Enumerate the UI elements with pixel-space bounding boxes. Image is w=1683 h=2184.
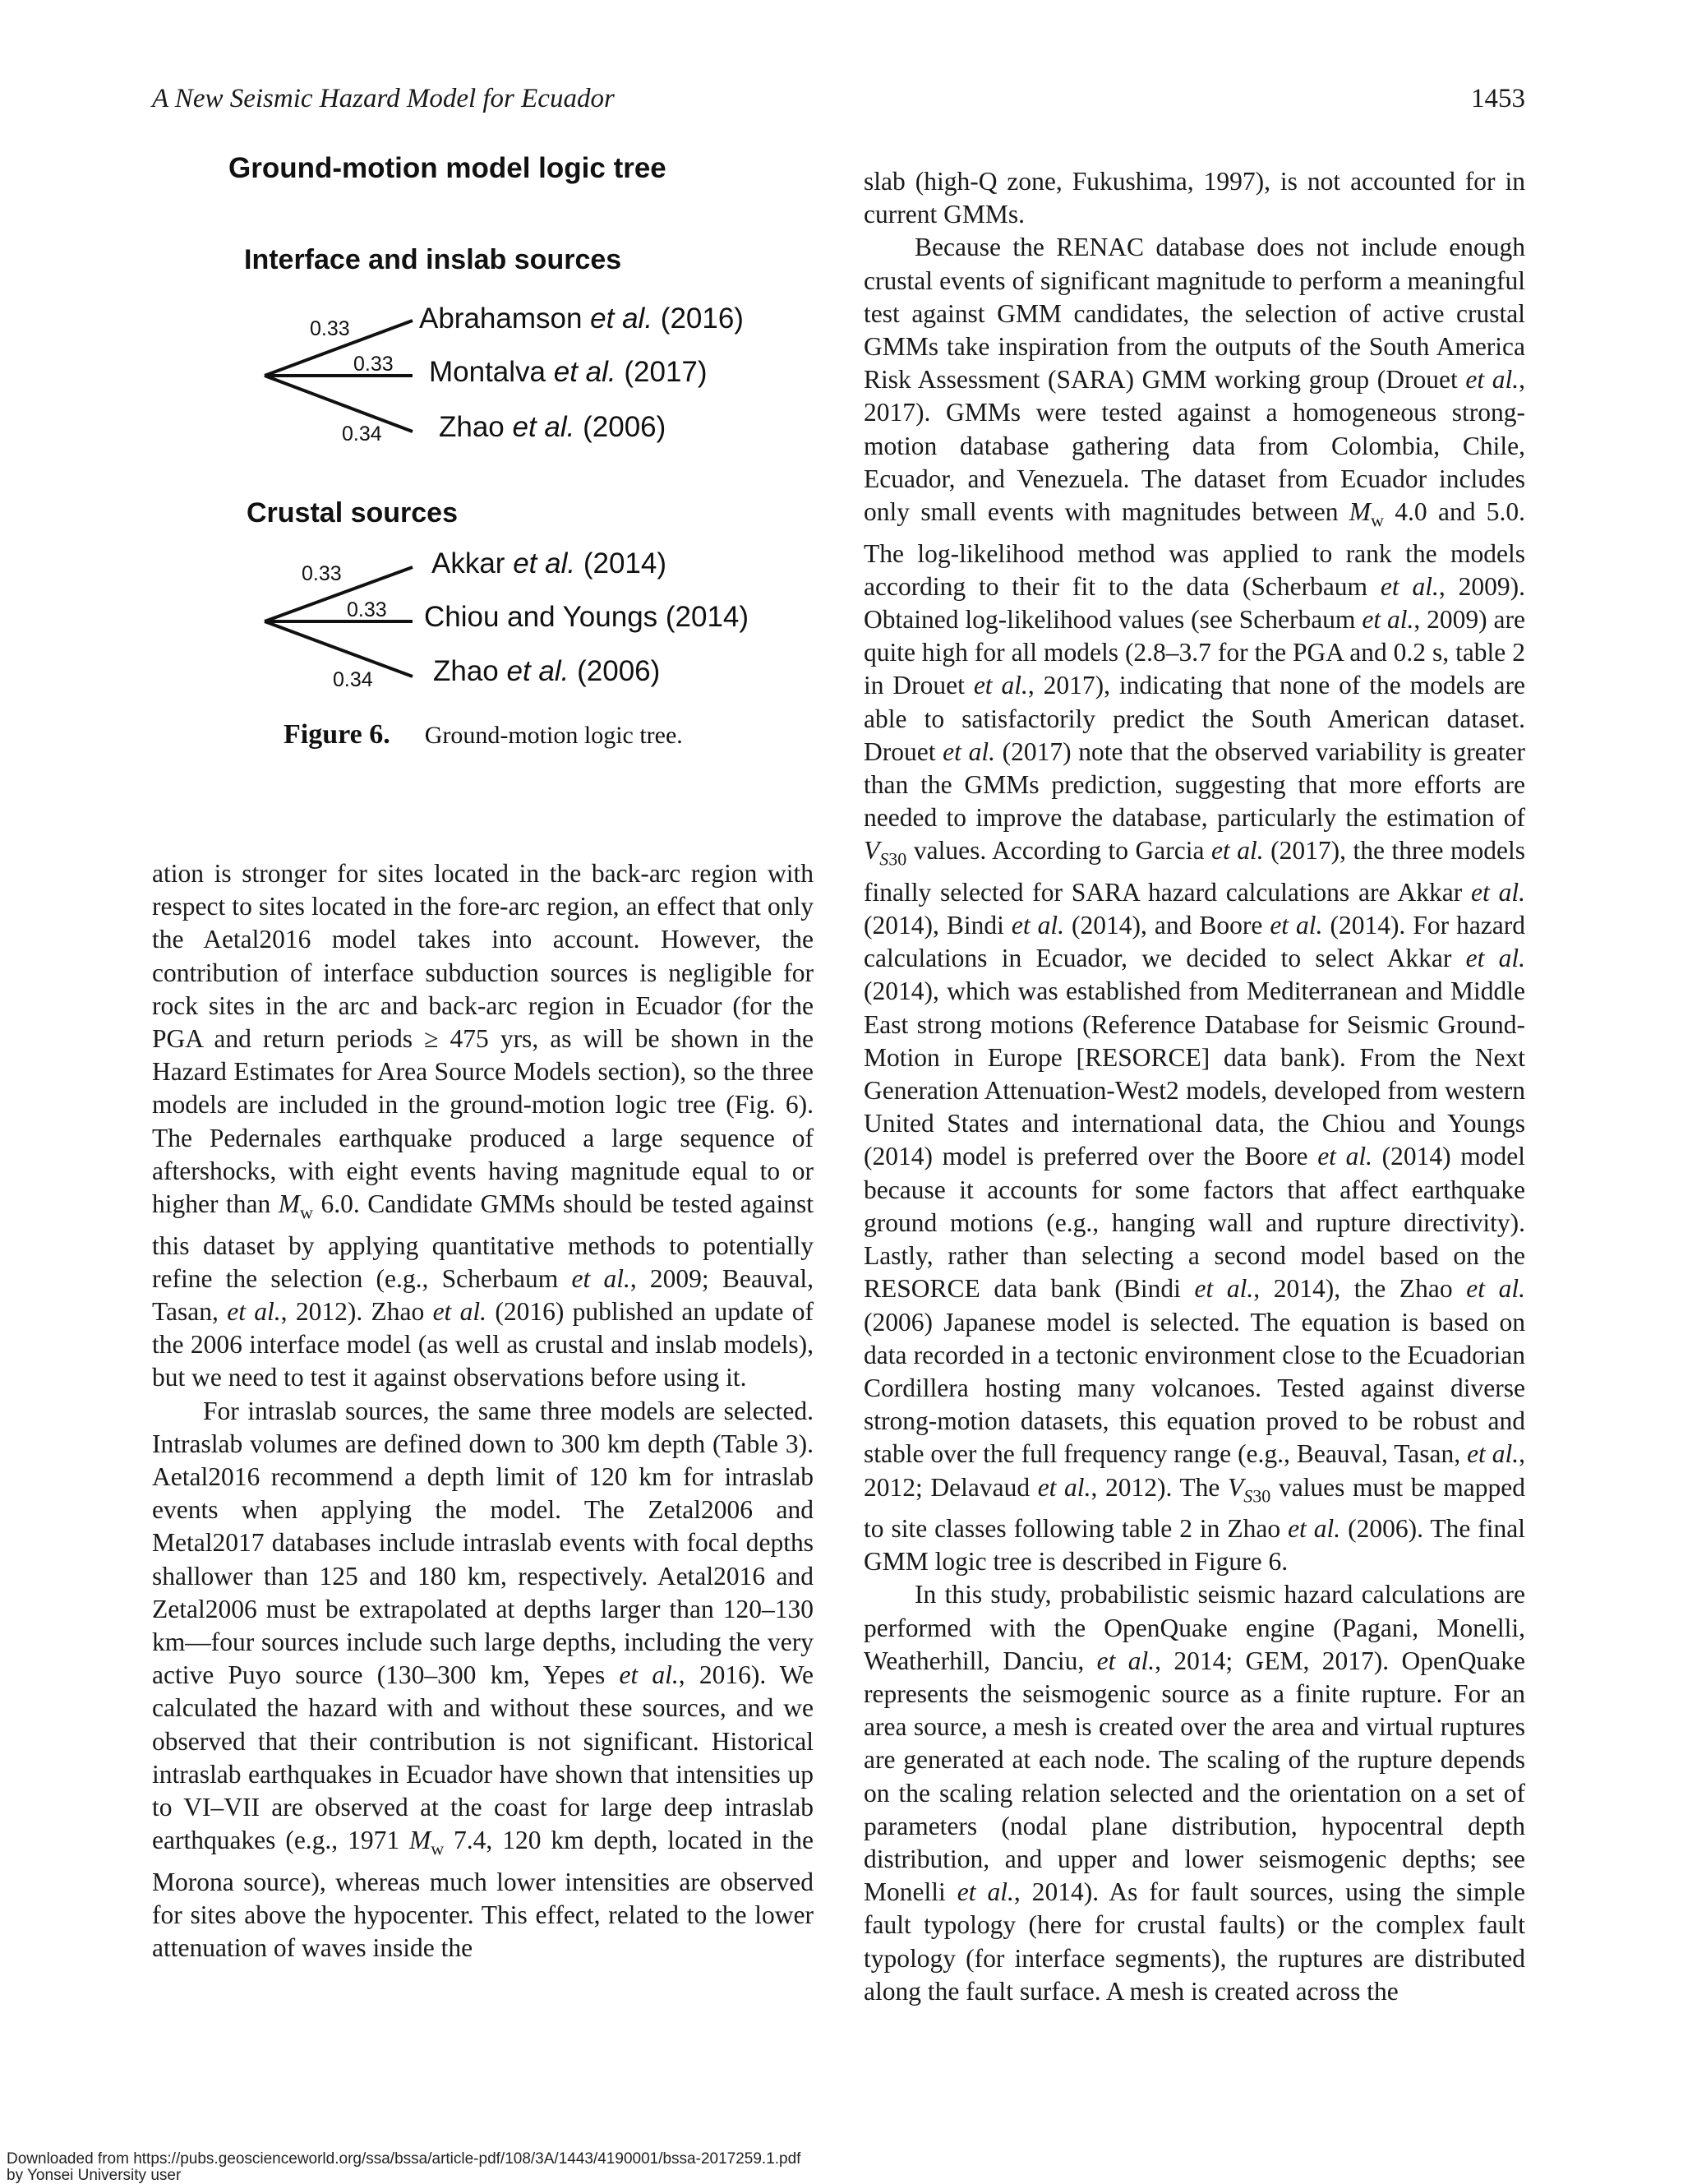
logic-tree-figure [222,152,814,760]
paragraph: slab (high-Q zone, Fukushima, 1997), is not accounted for in current GMMs. [864,167,1525,229]
figure-caption [284,719,683,750]
branch-weight: 0.34 [333,668,373,691]
footer-line: by Yonsei University user [7,2167,182,2184]
group-title-interface: Interface and inslab sources [244,244,622,275]
paragraph: Because the RENAC database does not include enough crustal events of significant magnitude to perform a meaningful test against GMM candidates, the selection of active crustal GMMs take inspiration from the outputs of the South America Risk Assessment (SARA) GMM working group (Drouet et al., 2017). GMMs were tested against a homogeneous strong-motion database gathering data from Colombia, Chile, Ecuador, and Venezuela. The dataset from Ecuador includes only small events with magnitudes between $M_w$ 4.0 and 5.0. The log-likelihood method was applied to rank the models according to their fit to the data (Scherbaum et al., 2009). Obtained log-likelihood values (see Scherbaum et al., 2009) are quite high for all models (2.8–3.7 for the PGA and 0.2 s, table 2 in Drouet et al., 2017), indicating that none of the models are able to satisfactorily predict the South American dataset. Drouet et al. (2017) note that the observed variability is greater than the GMMs prediction, suggesting that more efforts are needed to improve the database, particularly the estimation of $V_{S30}$ values. According to Garcia et al. (2017), the three models finally selected for SARA hazard calculations are Akkar et al. (2014), Bindi et al. (2014), and Boore et al. (2014). For hazard calculations in Ecuador, we decided to select Akkar et al. (2014), which was established from Mediterranean and Middle East strong motions (Reference Database for Seismic Ground-Motion in Europe [RESORCE] data bank). From the Next Generation Attenuation-West2 models, developed from western United States and international data, the Chiou and Youngs (2014) model is preferred over the Boore et al. (2014) model because it accounts for some factors that affect earthquake ground motions (e.g., hanging wall and rupture directivity). Lastly, rather than selecting a second model based on the RESORCE data bank (Bindi et al., 2014), the Zhao et al. (2006) Japanese model is selected. The equation is based on data recorded in a tectonic environment close to the Ecuadorian Cordillera hosting many volcanoes. Tested against diverse strong-motion datasets, this equation proved to be robust and stable over the full frequency range (e.g., Beauval, Tasan, et al., 2012; Delavaud et al., 2012). The $V_{S30}$ values must be mapped to site classes following table 2 in Zhao et al. (2006). The final GMM logic tree is described in Figure 6. [864,233,1526,1577]
branch-weight: 0.33 [310,317,350,340]
model-label: Montalva et al. (2017) [429,356,708,388]
right-text-column [864,165,1525,2008]
download-footer [7,2151,800,2184]
caption-text: Ground-motion logic tree. [424,722,683,749]
figure-title: Ground-motion model logic tree [228,152,666,184]
paragraph: For intraslab sources, the same three models are selected. Intraslab volumes are defined down to 300 km depth (Table 3). Aetal2016 recommend a depth limit of 120 km for intraslab events when applying the model. The Zetal2006 and Metal2017 databases include intraslab events with focal depths shallower than 125 and 180 km, respectively. Aetal2016 and Zetal2006 must be extrapolated at depths larger than 120–130 km—four sources include such large depths, including the very active Puyo source (130–300 km, Yepes et al., 2016). We calculated the hazard with and without these sources, and we observed that their contribution is not significant. Historical intraslab earthquakes in Ecuador have shown that intensities up to VI–VII are observed at the coast for large deep intraslab earthquakes (e.g., 1971 $M_w$ 7.4, 120 km depth, located in the Morona source), whereas much lower intensities are observed for sites above the hypocenter. This effect, related to the lower attenuation of waves inside the [152,1396,814,1963]
model-label: Zhao et al. (2006) [439,411,666,443]
branch-weight: 0.33 [347,598,387,621]
left-text-column [152,857,814,1965]
group-title-crustal: Crustal sources [247,497,458,529]
model-label: Abrahamson et al. (2016) [419,302,744,335]
model-label: Chiou and Youngs (2014) [424,601,749,633]
page-number: 1453 [1471,84,1525,113]
paragraph: ation is stronger for sites located in the back-arc region with respect to sites located in the fore-arc region, an effect that only the Aetal2016 model takes into account. However, the contribution of interface subduction sources is negligible for rock sites in the arc and back-arc region in Ecuador (for the PGA and return periods ≥ 475 yrs, as will be shown in the Hazard Estimates for Area Source Models section), so the three models are included in the ground-motion logic tree (Fig. 6). The Pedernales earthquake produced a large sequence of aftershocks, with eight events having magnitude equal to or higher than $M_w$ 6.0. Candidate GMMs should be tested against this dataset by applying quantitative methods to potentially refine the selection (e.g., Scherbaum et al., 2009; Beauval, Tasan, et al., 2012). Zhao et al. (2016) published an update of the 2006 interface model (as well as crustal and inslab models), but we need to test it against observations before using it. [152,859,814,1392]
branch-weight: 0.33 [302,562,342,585]
paragraph: In this study, probabilistic seismic hazard calculations are performed with the OpenQuake engine (Pagani, Monelli, Weatherhill, Danciu, et al., 2014; GEM, 2017). OpenQuake represents the seismogenic source as a finite rupture. For an area source, a mesh is created over the area and virtual ruptures are generated at each node. The scaling of the rupture depends on the scaling relation selected and the orientation on a set of parameters (nodal plane distribution, hypocentral depth distribution, and upper and lower seismogenic depths; see Monelli et al., 2014). As for fault sources, using the simple fault typology (here for crustal faults) or the complex fault typology (for interface segments), the ruptures are distributed along the fault surface. A mesh is created across the [864,1580,1525,2006]
branch-weight: 0.34 [342,422,382,446]
model-label: Zhao et al. (2006) [433,655,661,687]
running-head: A New Seismic Hazard Model for Ecuador [152,84,615,113]
caption-label: Figure 6. [284,719,390,750]
branch-line [265,376,413,432]
branch-weight: 0.33 [353,353,394,376]
model-label: Akkar et al. (2014) [431,547,666,579]
footer-line: Downloaded from https://pubs.geoscienceworld.org/ssa/bssa/article-pdf/108/3A/1443/4190001/bssa-2017259.1.pdf [7,2150,801,2168]
